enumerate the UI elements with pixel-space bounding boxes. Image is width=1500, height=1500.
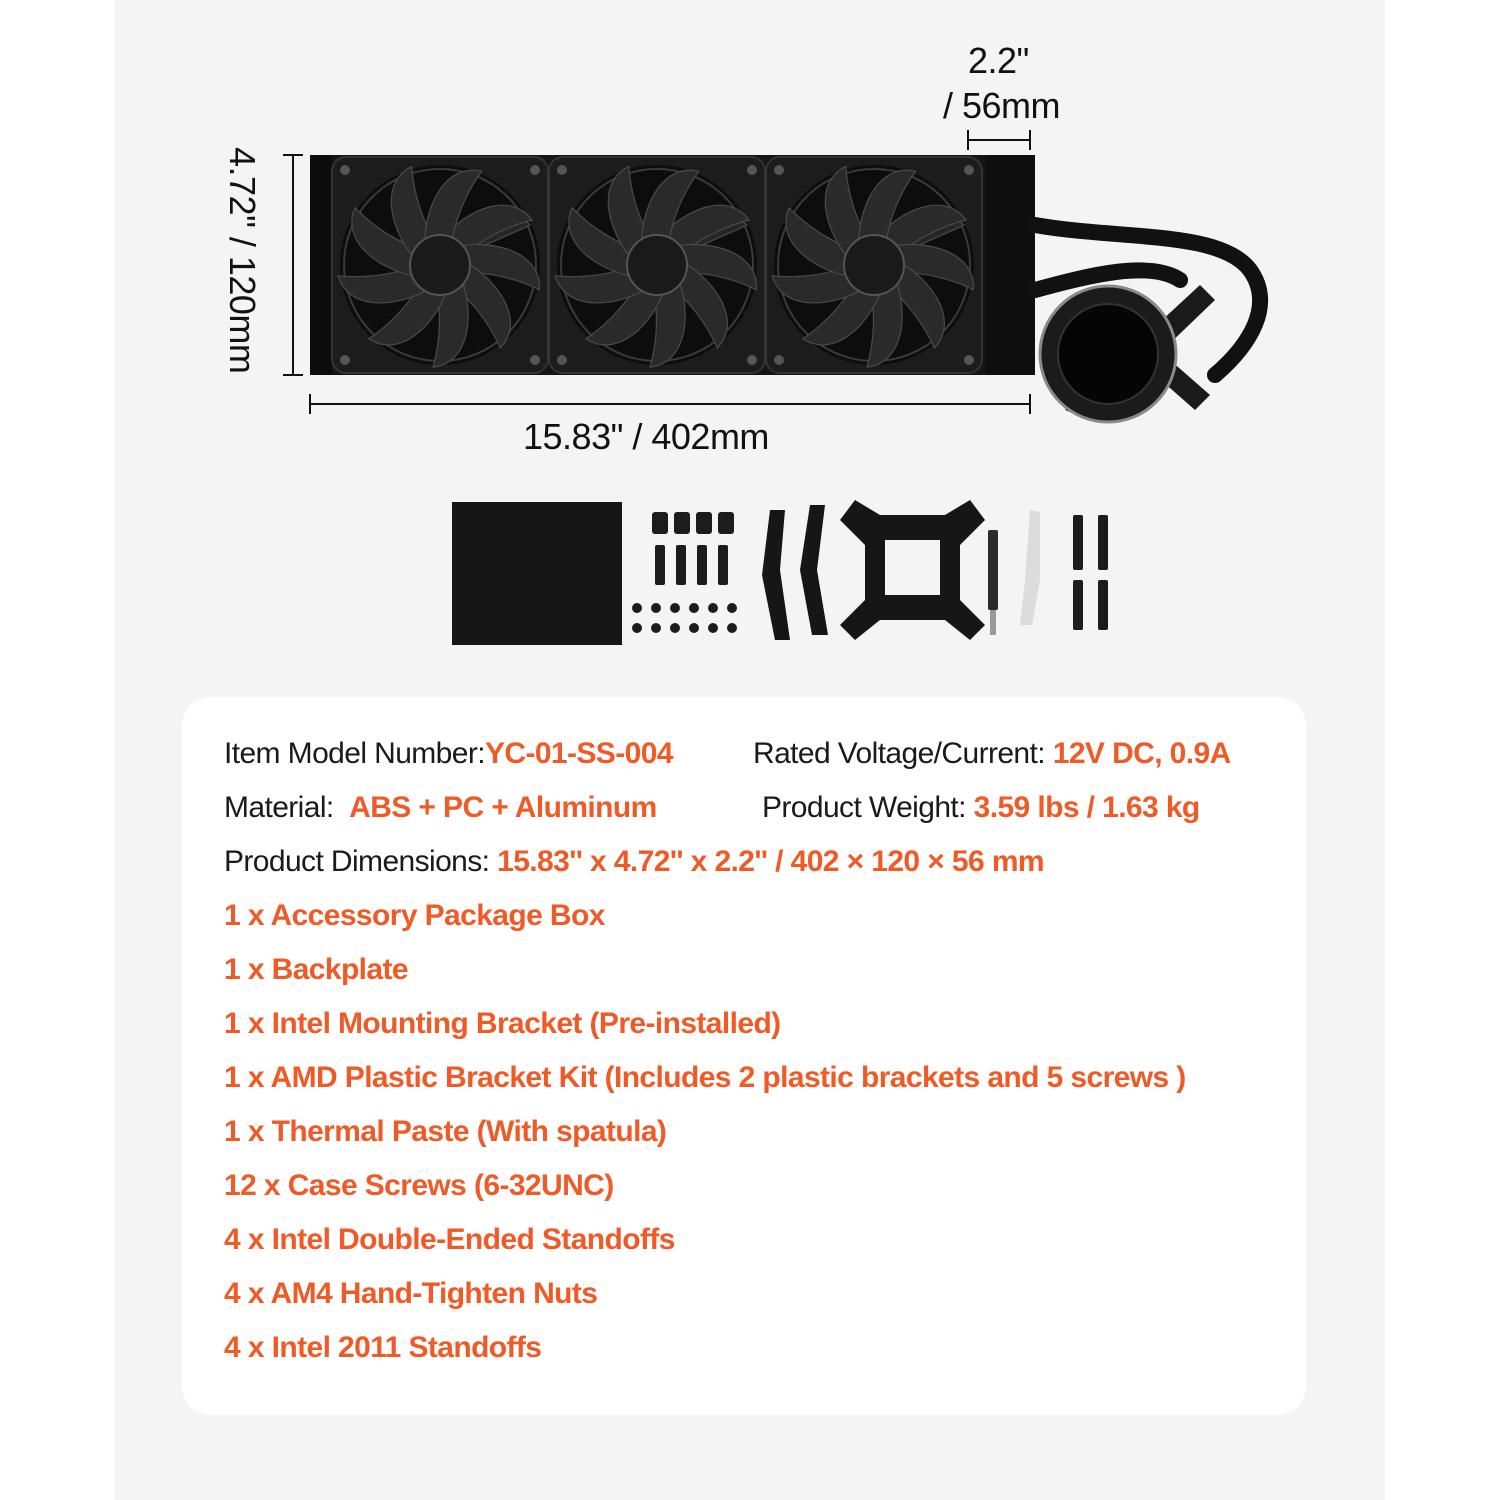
weight-label: Product Weight:	[762, 791, 966, 824]
package-item: 1 x Intel Mounting Bracket (Pre-installed)	[224, 1007, 781, 1040]
weight-value: 3.59 lbs / 1.63 kg	[973, 791, 1200, 824]
dimensions-value: 15.83'' x 4.72'' x 2.2'' / 402 × 120 × 56 mm	[497, 845, 1044, 878]
package-item: 1 x Backplate	[224, 953, 408, 986]
fan-2	[549, 157, 766, 375]
accessories	[452, 500, 1108, 645]
fan-3	[766, 157, 983, 375]
depth-dimension-inches: 2.2"	[968, 40, 1029, 81]
package-item: 4 x Intel 2011 Standoffs	[224, 1331, 542, 1364]
material-label: Material:	[224, 791, 334, 824]
case-screws	[632, 603, 737, 633]
dimensions-label: Product Dimensions:	[224, 845, 490, 878]
model-number-value: YC-01-SS-004	[484, 737, 673, 770]
voltage-value: 12V DC, 0.9A	[1052, 737, 1231, 770]
intel-bracket	[840, 500, 985, 640]
material-value: ABS + PC + Aluminum	[349, 791, 657, 824]
standoffs	[1073, 515, 1108, 630]
depth-dimension-mm: / 56mm	[943, 85, 1061, 126]
width-dimension-label: 15.83" / 402mm	[523, 416, 769, 457]
voltage-label: Rated Voltage/Current:	[753, 737, 1045, 770]
height-dimension-label: 4.72" / 120mm	[222, 147, 263, 374]
spec-row-voltage	[753, 737, 1231, 771]
package-item: 1 x AMD Plastic Bracket Kit (Includes 2 plastic brackets and 5 screws )	[224, 1061, 1186, 1094]
rubber-nuts	[652, 512, 734, 534]
long-screws	[655, 545, 728, 585]
package-item: 4 x AM4 Hand-Tighten Nuts	[224, 1277, 598, 1310]
package-item: 12 x Case Screws (6-32UNC)	[224, 1169, 614, 1202]
spec-row-dimensions	[224, 845, 1044, 879]
package-item: 4 x Intel Double-Ended Standoffs	[224, 1223, 675, 1256]
package-item: 1 x Accessory Package Box	[224, 899, 605, 932]
thermal-paste	[988, 530, 998, 635]
package-item: 1 x Thermal Paste (With spatula)	[224, 1115, 667, 1148]
accessory-box	[452, 502, 622, 645]
spec-row-material	[224, 791, 657, 825]
amd-brackets	[762, 505, 828, 640]
spec-row-weight	[762, 791, 1200, 825]
specifications-card	[182, 697, 1306, 1415]
spatula	[1020, 510, 1040, 625]
fan-1	[332, 157, 549, 375]
pump-head	[1040, 285, 1215, 422]
spec-row-model-voltage	[224, 737, 673, 771]
model-number-label: Item Model Number:	[224, 737, 485, 770]
